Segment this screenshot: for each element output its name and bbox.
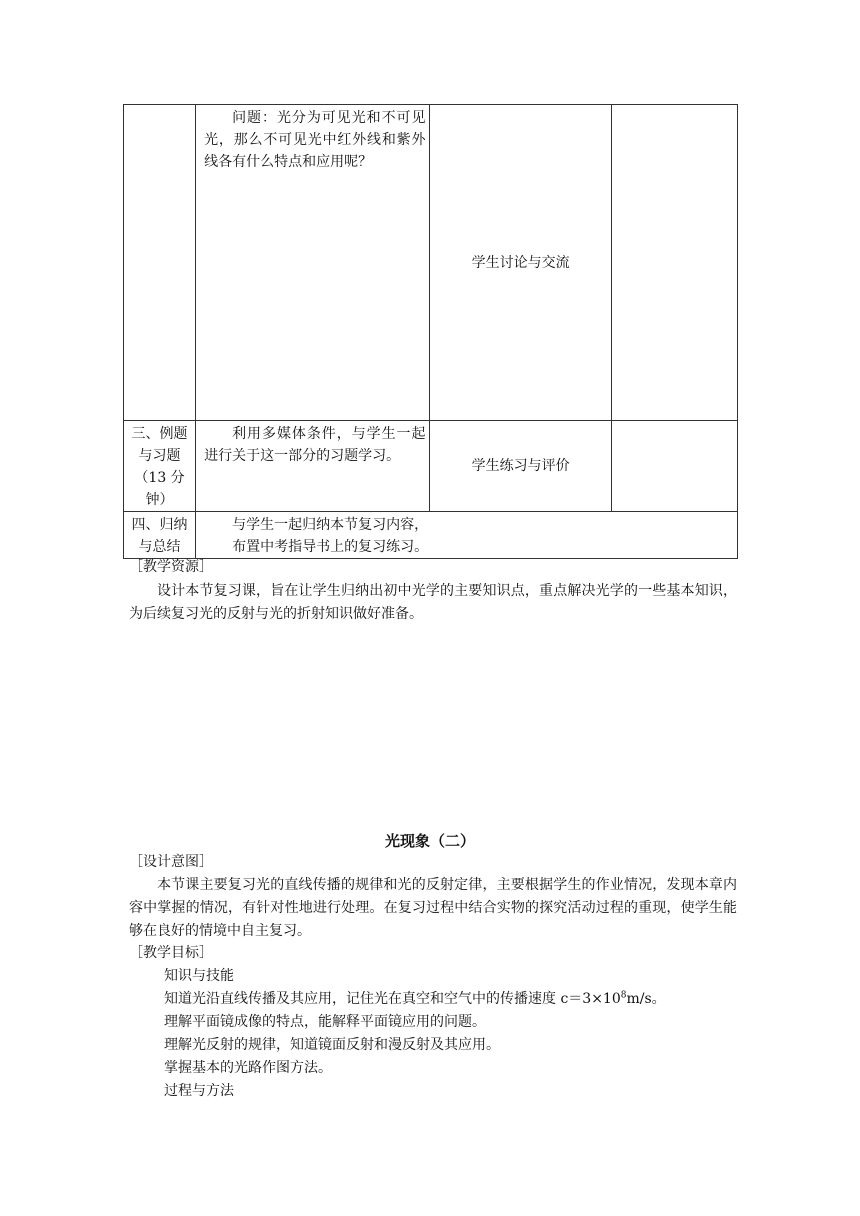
stage-cell	[124, 105, 196, 421]
content-cell	[196, 421, 430, 512]
intent-text: 本节课主要复习光的直线传播的规律和光的反射定律，主要根据学生的作业情况，发现本章内容中掌握的情况，有针对性地进行处理。在复习过程中结合实物的探究活动过程的重现，使学生能够在良好的情境中自主复习。	[129, 877, 737, 939]
table-row	[124, 105, 738, 421]
stage-label-line: 钟）	[145, 492, 174, 508]
stage-cell	[124, 421, 196, 512]
notes-cell	[611, 421, 737, 512]
stage-label-line: 与总结	[138, 539, 181, 555]
goals-subheading: 知识与技能	[164, 968, 234, 984]
goal-item: 理解平面镜成像的特点，能解释平面镜应用的问题。	[164, 1014, 486, 1030]
content-text: 利用多媒体条件，与学生一起进行关于这一部分的习题学习。	[204, 426, 426, 464]
summary-cell	[196, 512, 738, 559]
lesson-plan-table	[123, 104, 738, 559]
resources-text: 设计本节复习课，旨在让学生归纳出初中光学的主要知识点，重点解决光学的一些基本知识，为后续复习光的反射与光的折射知识做好准备。	[129, 583, 737, 622]
goals-subheading: 过程与方法	[164, 1083, 234, 1099]
stage-label-line: 与习题	[138, 448, 181, 464]
table-row	[124, 512, 738, 559]
goals-heading: ［教学目标］	[129, 945, 213, 961]
stage-label-line: （13 分	[134, 470, 185, 486]
content-text: 问题：光分为可见光和不可见光，那么不可见光中红外线和紫外线各有什么特点和应用呢？	[204, 110, 426, 170]
student-activity-cell: 学生讨论与交流	[430, 105, 611, 421]
content-text: 布置中考指导书上的复习练习。	[232, 539, 429, 555]
goal-item: 知道光沿直线传播及其应用，记住光在真空和空气中的传播速度 $c=3\times 10^8m/s$。	[164, 990, 666, 1007]
goal-item: 理解光反射的规律，知道镜面反射和漫反射及其应用。	[164, 1037, 500, 1053]
table-row	[124, 421, 738, 512]
notes-cell	[611, 105, 737, 421]
stage-cell	[124, 512, 196, 559]
resources-heading: ［教学资源］	[129, 559, 213, 575]
content-text: 与学生一起归纳本节复习内容，	[232, 517, 429, 533]
student-activity-cell: 学生练习与评价	[430, 421, 611, 512]
section-title: 光现象（二）	[384, 832, 475, 850]
stage-label-line: 四、归纳	[131, 517, 188, 533]
goal-item: 掌握基本的光路作图方法。	[164, 1060, 332, 1076]
content-cell	[196, 105, 430, 421]
stage-label-line: 三、例题	[131, 426, 188, 442]
intent-heading: ［设计意图］	[129, 854, 213, 870]
